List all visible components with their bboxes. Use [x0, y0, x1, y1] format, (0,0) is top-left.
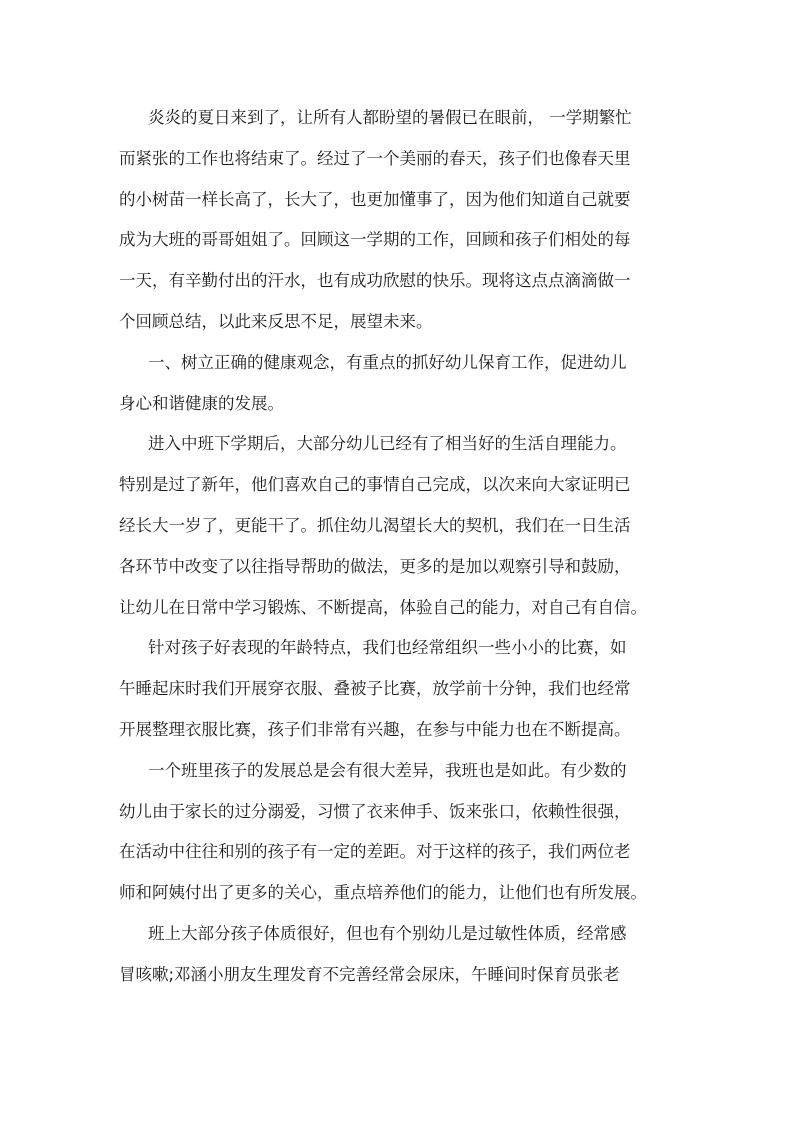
paragraph-line: 师和阿姨付出了更多的关心，重点培养他们的能力，让他们也有所发展。 [119, 883, 647, 903]
paragraph-line: 经长大一岁了，更能干了。抓住幼儿渴望长大的契机，我们在一日生活 [119, 515, 631, 535]
paragraph-first-line: 班上大部分孩子体质很好，但也有个别幼儿是过敏性体质，经常感 [148, 923, 627, 943]
paragraph-line: 幼儿由于家长的过分溺爱，习惯了衣来伸手、饭来张口，依赖性很强， [119, 801, 631, 821]
paragraph-line: 午睡起床时我们开展穿衣服、叠被子比赛，放学前十分钟，我们也经常 [119, 679, 631, 699]
paragraph-line: 成为大班的哥哥姐姐了。回顾这一学期的工作，回顾和孩子们相处的每 [119, 230, 631, 250]
paragraph-line: 开展整理衣服比赛，孩子们非常有兴趣，在参与中能力也在不断提高。 [119, 719, 631, 739]
paragraph-first-line: 针对孩子好表现的年龄特点，我们也经常组织一些小小的比赛，如 [148, 638, 627, 658]
paragraph-line: 冒咳嗽;邓涵小朋友生理发育不完善经常会尿床，午睡间时保育员张老 [119, 964, 620, 984]
paragraph-first-line: 一、树立正确的健康观念，有重点的抓好幼儿保育工作，促进幼儿 [148, 352, 627, 372]
paragraph-line: 身心和谐健康的发展。 [119, 393, 284, 413]
document-body [119, 98, 679, 996]
paragraph-line: 特别是过了新年，他们喜欢自己的事情自己完成，以次来向大家证明已 [119, 475, 631, 495]
paragraph-line: 在活动中往往和别的孩子有一定的差距。对于这样的孩子，我们两位老 [119, 842, 631, 862]
paragraph-first-line: 一个班里孩子的发展总是会有很大差异，我班也是如此。有少数的 [148, 760, 627, 780]
paragraph-line: 一天，有辛勤付出的汗水，也有成功欣慰的快乐。现将这点点滴滴做一 [119, 271, 631, 291]
paragraph-line: 个回顾总结，以此来反思不足，展望未来。 [119, 311, 433, 331]
paragraph-first-line: 进入中班下学期后，大部分幼儿已经有了相当好的生活自理能力。 [148, 434, 627, 454]
paragraph-line: 而紧张的工作也将结束了。经过了一个美丽的春天，孩子们也像春天里 [119, 148, 631, 168]
paragraph-line: 让幼儿在日常中学习锻炼、不断提高，体验自己的能力，对自己有自信。 [119, 597, 647, 617]
paragraph-line: 的小树苗一样长高了，长大了，也更加懂事了，因为他们知道自己就要 [119, 189, 631, 209]
paragraph-line: 各环节中改变了以往指导帮助的做法，更多的是加以观察引导和鼓励， [119, 556, 631, 576]
paragraph-first-line: 炎炎的夏日来到了，让所有人都盼望的暑假已在眼前， 一学期繁忙 [148, 108, 632, 127]
